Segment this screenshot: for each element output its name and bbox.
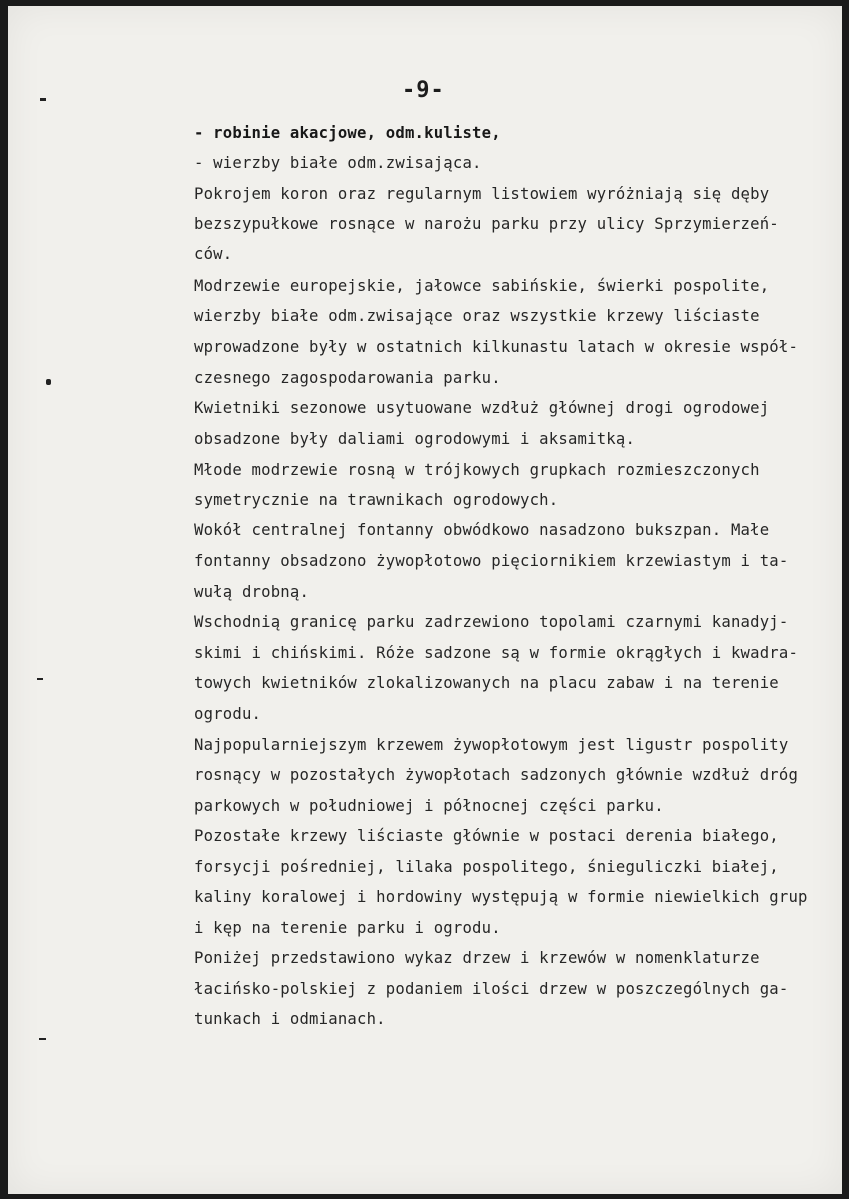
text-line: kaliny koralowej i hordowiny występują w formie niewielkich grup — [194, 888, 808, 906]
text-line: tunkach i odmianach. — [194, 1010, 386, 1028]
margin-mark — [46, 379, 51, 385]
text-line: rosnący w pozostałych żywopłotach sadzonych głównie wzdłuż dróg — [194, 766, 799, 784]
text-line: Wokół centralnej fontanny obwódkowo nasadzono bukszpan. Małe — [194, 521, 770, 539]
text-line: ców. — [194, 245, 233, 263]
text-line: skimi i chińskimi. Róże sadzone są w formie okrągłych i kwadra- — [194, 644, 799, 662]
text-line: i kęp na terenie parku i ogrodu. — [194, 919, 501, 937]
text-line: Pozostałe krzewy liściaste głównie w postaci derenia białego, — [194, 827, 779, 845]
document-page — [8, 6, 842, 1194]
margin-mark — [40, 98, 46, 101]
text-line: Młode modrzewie rosną w trójkowych grupkach rozmieszczonych — [194, 461, 760, 479]
margin-mark — [37, 678, 43, 680]
text-line: bezszypułkowe rosnące w narożu parku przy ulicy Sprzymierzeń- — [194, 215, 779, 233]
text-line: obsadzone były daliami ogrodowymi i aksamitką. — [194, 430, 636, 448]
text-line: Najpopularniejszym krzewem żywopłotowym jest ligustr pospolity — [194, 736, 789, 754]
text-line: symetrycznie na trawnikach ogrodowych. — [194, 491, 559, 509]
text-line: - robinie akacjowe, odm.kuliste, — [194, 124, 501, 142]
page-number: -9- — [402, 78, 445, 103]
text-line: ogrodu. — [194, 705, 262, 723]
text-line: Kwietniki sezonowe usytuowane wzdłuż głównej drogi ogrodowej — [194, 399, 770, 417]
text-line: wułą drobną. — [194, 583, 310, 601]
text-line: wprowadzone były w ostatnich kilkunastu latach w okresie współ- — [194, 338, 799, 356]
text-line: - wierzby białe odm.zwisająca. — [194, 154, 482, 172]
text-line: fontanny obsadzono żywopłotowo pięciornikiem krzewiastym i ta- — [194, 552, 789, 570]
text-line: Poniżej przedstawiono wykaz drzew i krzewów w nomenklaturze — [194, 949, 760, 967]
text-line: Modrzewie europejskie, jałowce sabińskie, świerki pospolite, — [194, 277, 770, 295]
text-line: towych kwietników zlokalizowanych na placu zabaw i na terenie — [194, 674, 779, 692]
text-line: Pokrojem koron oraz regularnym listowiem wyróżniają się dęby — [194, 185, 770, 203]
text-line: wierzby białe odm.zwisające oraz wszystkie krzewy liściaste — [194, 307, 760, 325]
text-line: forsycji pośredniej, lilaka pospolitego, śnieguliczki białej, — [194, 858, 779, 876]
text-line: czesnego zagospodarowania parku. — [194, 369, 501, 387]
text-line: parkowych w południowej i północnej części parku. — [194, 797, 664, 815]
margin-mark — [39, 1038, 46, 1040]
text-line: Wschodnią granicę parku zadrzewiono topolami czarnymi kanadyj- — [194, 613, 789, 631]
text-line: łacińsko-polskiej z podaniem ilości drzew w poszczególnych ga- — [194, 980, 789, 998]
